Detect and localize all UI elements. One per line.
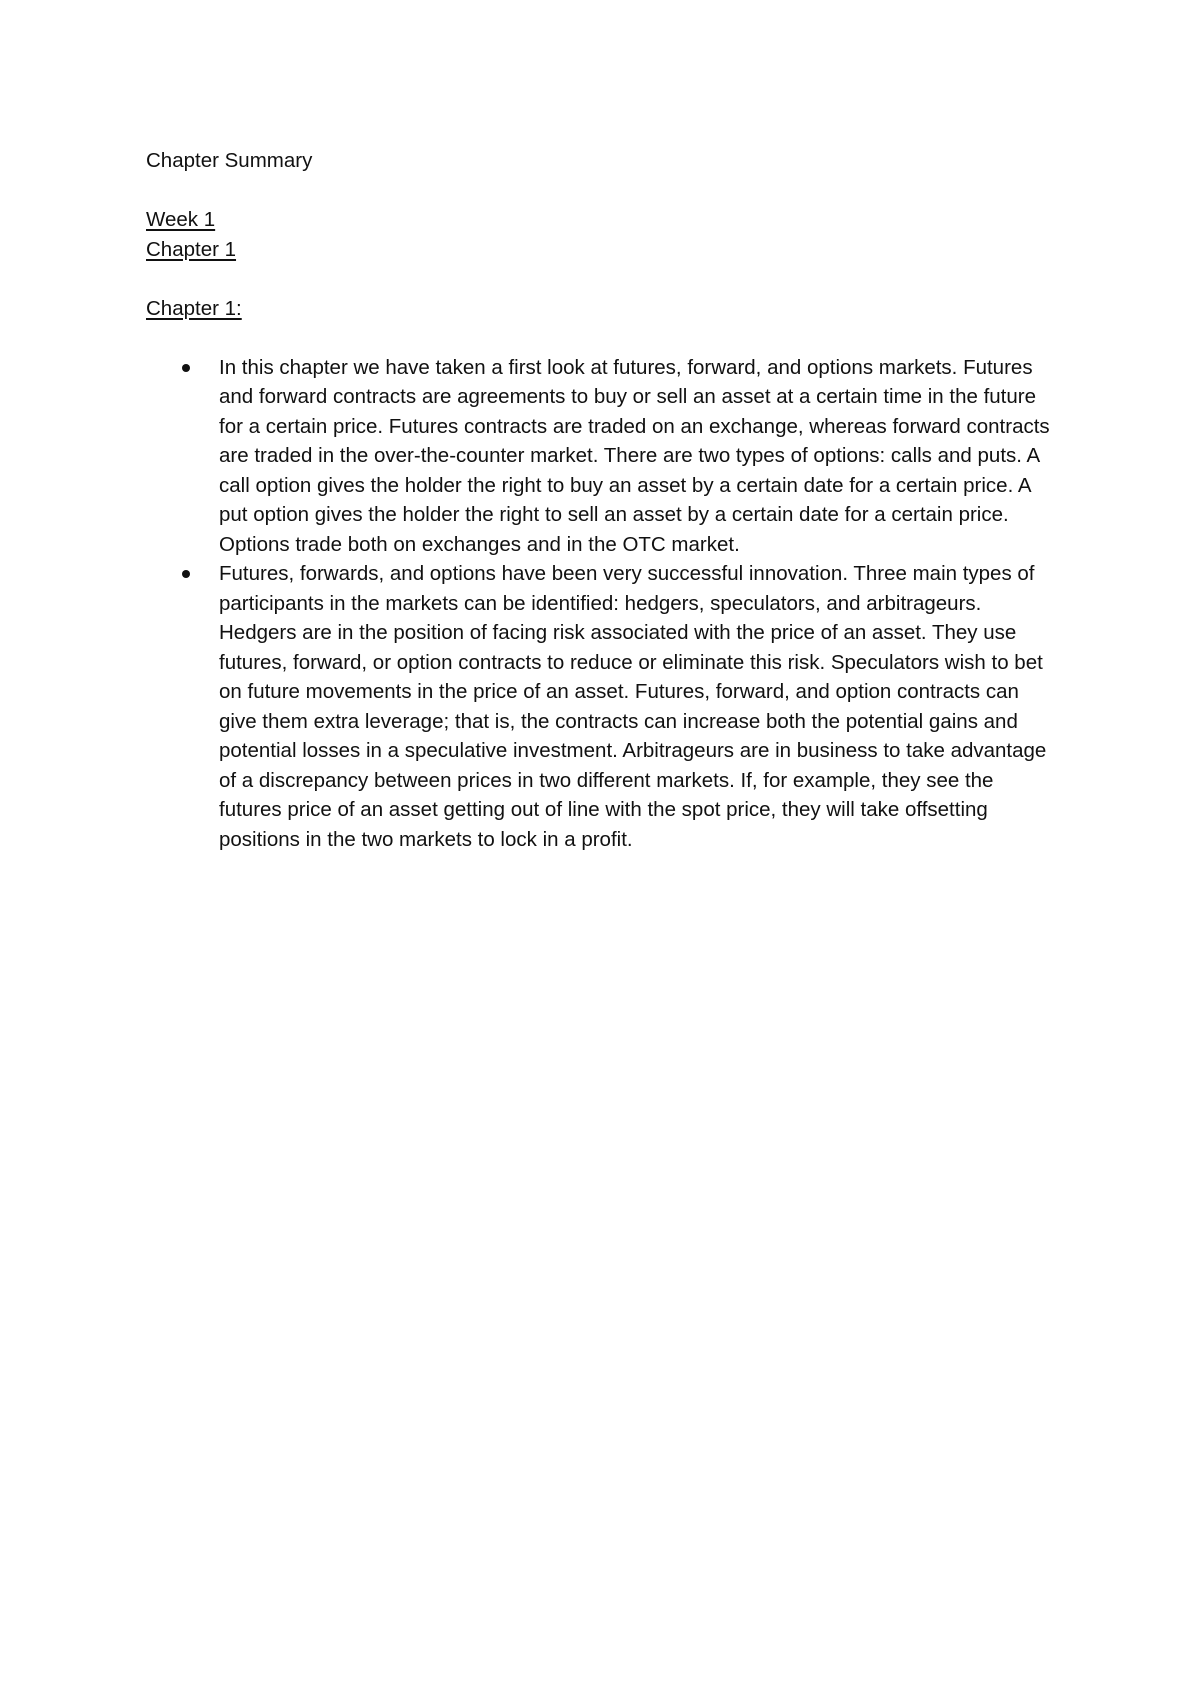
page-title: Chapter Summary [146,149,313,172]
bullet-text: Futures, forwards, and options have been very successful innovation. Three main types of participants in the markets can be identified: hedgers, speculators, and arbitrageurs. Hedgers are in the position of facing risk associated with the price of an asset. They use futures, forward, or option contracts to reduce or eliminate this risk. Speculators wish to bet on future movements in the price of an asset. Futures, forward, and option contracts can give them extra leverage; that is, the contracts can increase both the potential gains and potential losses in a speculative investment. Arbitrageurs are in business to take advantage of a discrepancy between prices in two different markets. If, for example, they see the futures price of an asset getting out of line with the spot price, they will take offsetting positions in the two markets to lock in a profit. [219,562,1047,851]
bullet-text: In this chapter we have taken a first look at futures, forward, and options markets. Futures and forward contracts are agreements to buy or sell an asset at a certain time in the future for a certain price. Futures contracts are traded on an exchange, whereas forward contracts are traded in the over-the-counter market. There are two types of options: calls and puts. A call option gives the holder the right to buy an asset by a certain date for a certain price. A put option gives the holder the right to sell an asset by a certain date for a certain price. Options trade both on exchanges and in the OTC market. [219,355,1050,556]
blank-line [146,264,1066,294]
list-item [146,559,1059,854]
section-heading: Chapter 1: [146,296,242,320]
summary-bullet-list [146,323,1066,854]
bullet-icon [182,364,190,372]
chapter-heading: Chapter 1 [146,237,237,261]
list-item [146,353,1059,560]
bullet-icon [182,570,190,578]
document-body [146,146,1066,854]
week-heading: Week 1 [146,208,216,231]
blank-line [146,176,1066,206]
